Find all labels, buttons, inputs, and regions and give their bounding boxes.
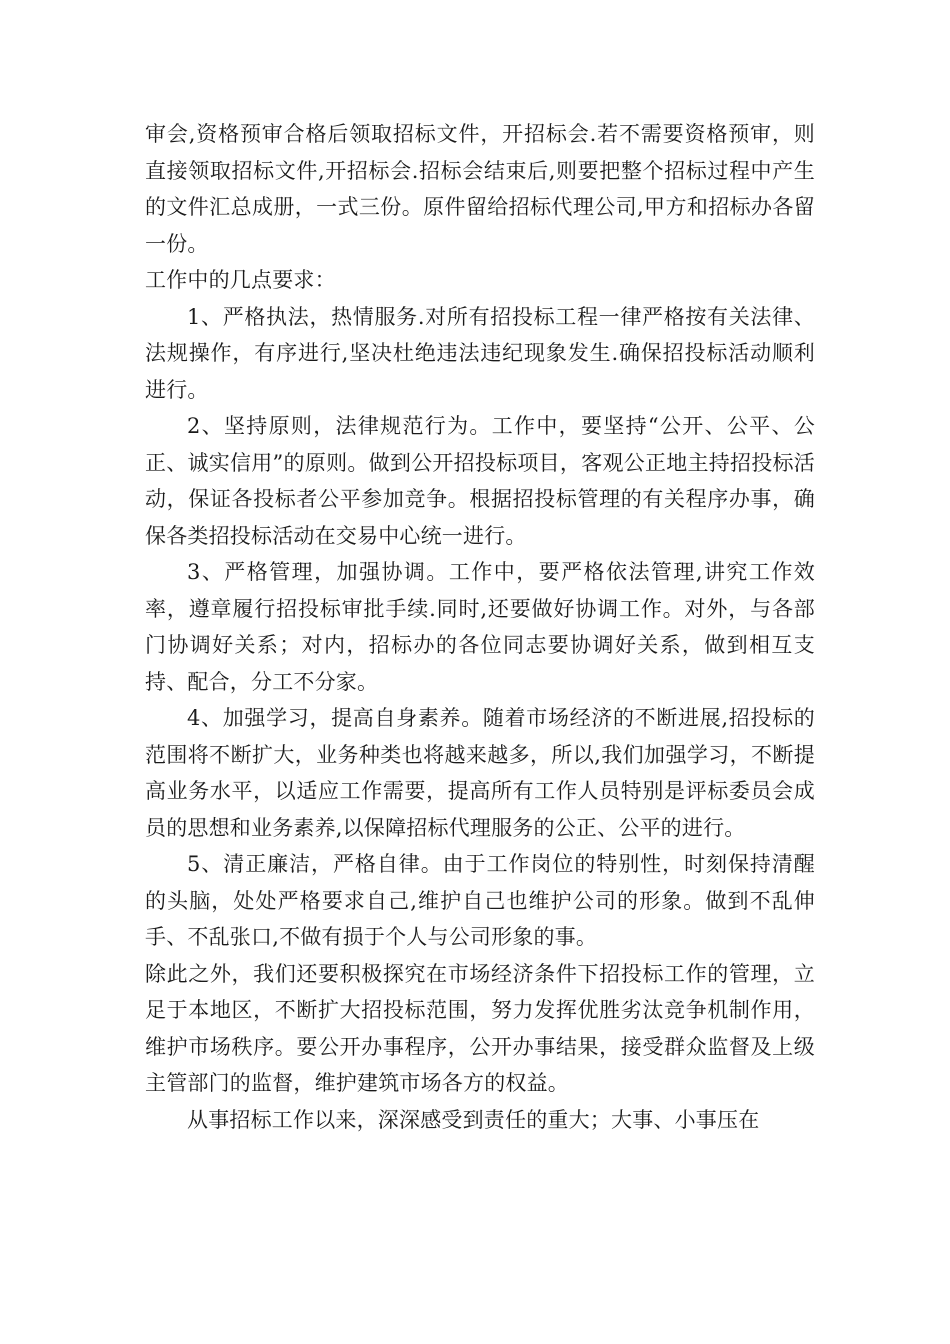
paragraph-5-requirement-3: 3、严格管理，加强协调。工作中，要严格依法管理,讲究工作效率，遵章履行招投标审批手续.同时,还要做好协调工作。对外，与各部门协调好关系；对内，招标办的各位同志要协调好关系，做到相互支持、配合，分工不分家。: [145, 560, 815, 694]
document-body: [145, 116, 815, 1138]
paragraph-4-requirement-2: 2、坚持原则，法律规范行为。工作中，要坚持“公开、公平、公正、诚实信用”的原则。做到公开招投标项目，客观公正地主持招投标活动，保证各投标者公平参加竞争。根据招投标管理的有关程序办事，确保各类招投标活动在交易中心统一进行。: [145, 414, 815, 548]
paragraph-7-requirement-5: 5、清正廉洁，严格自律。由于工作岗位的特别性，时刻保持清醒的头脑，处处严格要求自己,维护自己也维护公司的形象。做到不乱伸手、不乱张口,不做有损于个人与公司形象的事。: [145, 852, 815, 949]
paragraph-6-requirement-4: 4、加强学习，提高自身素养。随着市场经济的不断进展,招投标的范围将不断扩大，业务种类也将越来越多，所以,我们加强学习，不断提高业务水平，以适应工作需要，提高所有工作人员特别是评标委员会成员的思想和业务素养,以保障招标代理服务的公正、公平的进行。: [145, 706, 815, 840]
paragraph-9: 从事招标工作以来，深深感受到责任的重大；大事、小事压在: [187, 1107, 760, 1132]
paragraph-2-heading: 工作中的几点要求：: [145, 268, 336, 292]
paragraph-3-requirement-1: 1、严格执法，热情服务.对所有招投标工程一律严格按有关法律、法规操作，有序进行,坚决杜绝违法违纪现象发生.确保招投标活动顺利进行。: [145, 304, 815, 402]
paragraph-1: 审会,资格预审合格后领取招标文件，开招标会.若不需要资格预审，则直接领取招标文件,开招标会.招标会结束后,则要把整个招标过程中产生的文件汇总成册，一式三份。原件留给招标代理公司,甲方和招标办各留一份。: [145, 122, 815, 256]
paragraph-8: 除此之外，我们还要积极探究在市场经济条件下招投标工作的管理，立足于本地区，不断扩大招投标范围，努力发挥优胜劣汰竞争机制作用，维护市场秩序。要公开办事程序，公开办事结果，接受群众监督及上级主管部门的监督，维护建筑市场各方的权益。: [145, 961, 815, 1095]
